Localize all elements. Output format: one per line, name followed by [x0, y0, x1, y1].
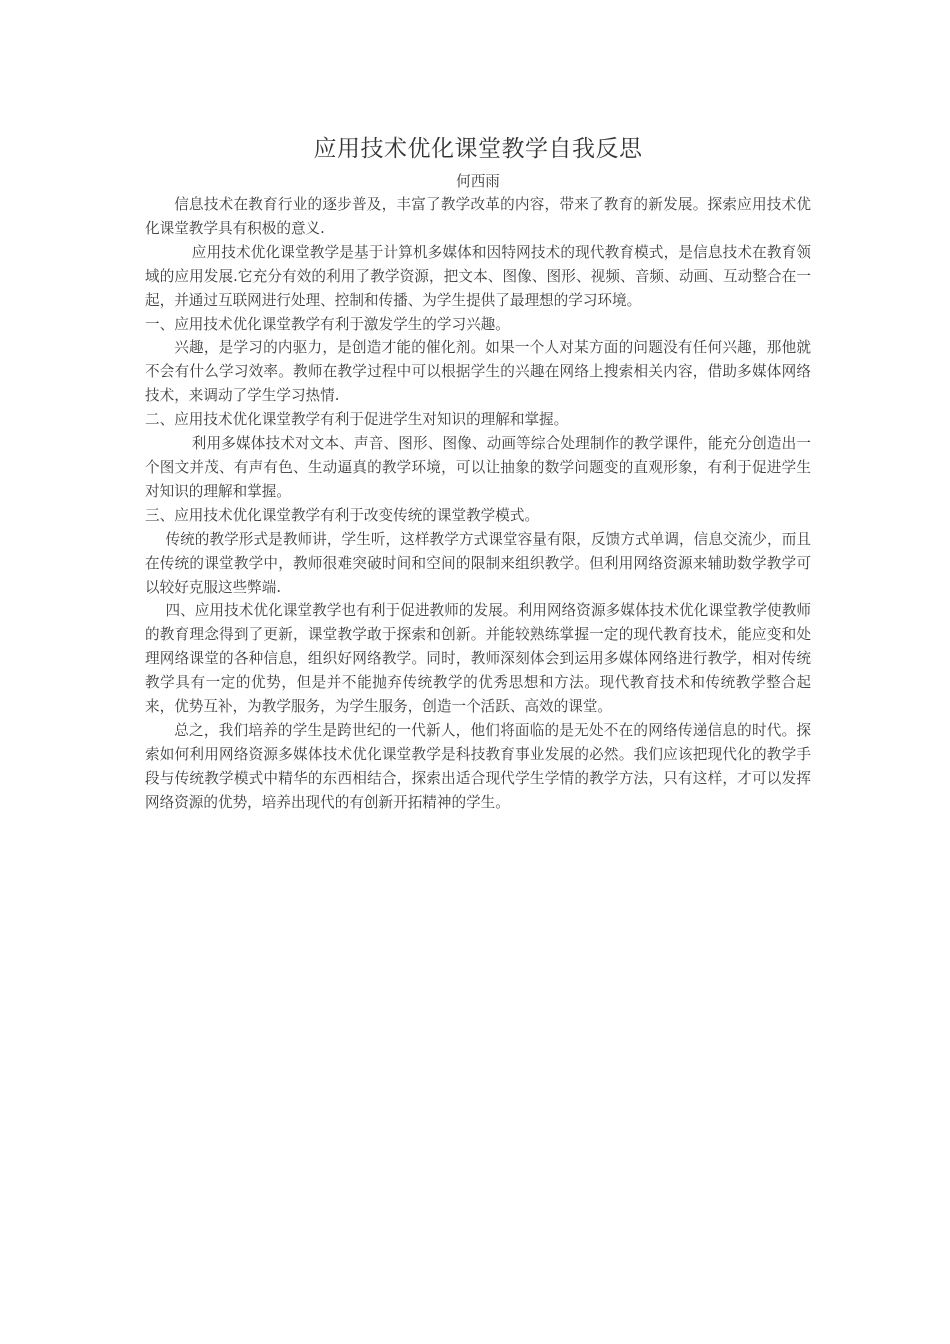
section-heading-1: 一、应用技术优化课堂教学有利于激发学生的学习兴趣。: [145, 315, 510, 333]
paragraph-traditional: 传统的教学形式是教师讲，学生听，这样教学方式课堂容量有限，反馈方式单调，信息交流少，而且在传统的课堂教学中，教师很难突破时间和空间的限制来组织教学。但利用网络资源来辅助数学教学可以较好克服这些弊端.: [145, 530, 811, 596]
document-body: [145, 132, 811, 815]
section-heading-3: 三、应用技术优化课堂教学有利于改变传统的课堂教学模式。: [145, 506, 540, 524]
paragraph-teacher-development: 四、应用技术优化课堂教学也有利于促进教师的发展。利用网络资源多媒体技术优化课堂教学使教师的教育理念得到了更新，课堂教学敢于探索和创新。并能较熟练掌握一定的现代教育技术，能应变和处理网络课堂的各种信息，组织好网络教学。同时，教师深刻体会到运用多媒体网络进行教学，相对传统教学具有一定的优势，但是并不能抛弃传统教学的优秀思想和方法。现代教育技术和传统教学整合起来，优势互补，为教学服务，为学生服务，创造一个活跃、高效的课堂。: [145, 602, 811, 716]
paragraph-definition: 应用技术优化课堂教学是基于计算机多媒体和因特网技术的现代教育模式，是信息技术在教育领域的应用发展.它充分有效的利用了教学资源，把文本、图像、图形、视频、音频、动画、互动整合在一起，并通过互联网进行处理、控制和传播、为学生提供了最理想的学习环境。: [145, 243, 811, 309]
document-author: 何西雨: [456, 173, 500, 190]
paragraph-intro: 信息技术在教育行业的逐步普及，丰富了教学改革的内容，带来了教育的新发展。探索应用技术优化课堂教学具有积极的意义.: [145, 196, 811, 237]
section-heading-2: 二、应用技术优化课堂教学有利于促进学生对知识的理解和掌握。: [145, 411, 569, 429]
document-title: 应用技术优化课堂教学自我反思: [313, 136, 643, 162]
paragraph-multimedia: 利用多媒体技术对文本、声音、图形、图像、动画等综合处理制作的教学课件，能充分创造出一个图文并茂、有声有色、生动逼真的教学环境，可以让抽象的数学问题变的直观形象，有利于促进学生对知识的理解和掌握。: [145, 435, 811, 500]
paragraph-interest: 兴趣，是学习的内驱力，是创造才能的催化剂。如果一个人对某方面的问题没有任何兴趣，那他就不会有什么学习效率。教师在教学过程中可以根据学生的兴趣在网络上搜索相关内容，借助多媒体网络技术，来调动了学生学习热情.: [145, 339, 811, 405]
paragraph-conclusion: 总之，我们培养的学生是跨世纪的一代新人，他们将面临的是无处不在的网络传递信息的时代。探索如何利用网络资源多媒体技术优化课堂教学是科技教育事业发展的必然。我们应该把现代化的教学手段与传统教学模式中精华的东西相结合，探索出适合现代学生学情的教学方法，只有这样，才可以发挥网络资源的优势，培养出现代的有创新开拓精神的学生。: [145, 721, 811, 811]
